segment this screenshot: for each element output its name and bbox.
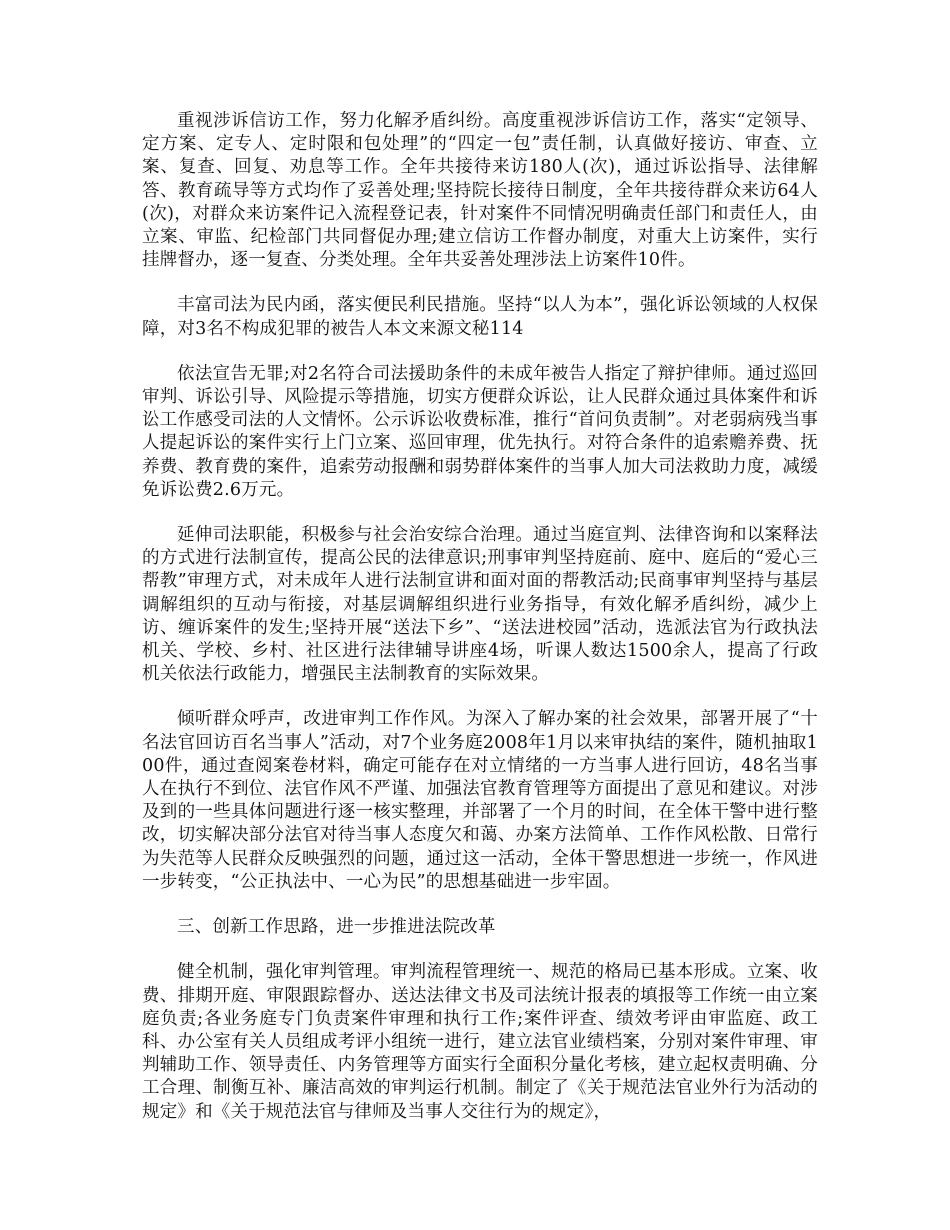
section-heading: 三、创新工作思路，进一步推进法院改革	[177, 917, 496, 938]
paragraph-trial-management: 健全机制，强化审判管理。审判流程管理统一、规范的格局已基本形成。立案、收费、排期开庭、审限跟踪督办、送达法律文书及司法统计报表的填报等工作统一由立案庭负责;各业务庭专门负责案件审理和执行工作;案件评查、绩效考评由审监庭、政工科、办公室有关人员组成考评小组统一进行，建立法官业绩档案，分别对案件审理、审判辅助工作、领导责任、内务管理等方面实行全面积分量化考核，建立起权责明确、分工合理、制衡互补、廉洁高效的审判运行机制。制定了《关于规范法官业外行为活动的规定》和《关于规范法官与律师及当事人交往行为的规定》，	[142, 962, 818, 1122]
paragraph-petition-work: 重视涉诉信访工作，努力化解矛盾纠纷。高度重视涉诉信访工作，落实“定领导、定方案、定专人、定时限和包处理”的“四定一包”责任制，认真做好接访、审查、立案、复查、回复、劝息等工作。全年共接待来访180人(次)，通过诉讼指导、法律解答、教育疏导等方式均作了妥善处理;坚持院长接待日制度，全年共接待群众来访64人(次)，对群众来访案件记入流程登记表，针对案件不同情况明确责任部门和责任人，由立案、审监、纪检部门共同督促办理;建立信访工作督办制度，对重大上访案件，实行挂牌督办，逐一复查、分类处理。全年共妥善处理涉法上访案件10件。	[142, 111, 818, 271]
paragraph-legal-aid: 依法宣告无罪;对2名符合司法援助条件的未成年被告人指定了辩护律师。通过巡回审判、诉讼引导、风险提示等措施，切实方便群众诉讼，让人民群众通过具体案件和诉讼工作感受司法的人文情怀。公示诉讼收费标准，推行“首问负责制”。对老弱病残当事人提起诉讼的案件实行上门立案、巡回审理，优先执行。对符合条件的追索赡养费、抚养费、教育费的案件，追索劳动报酬和弱势群体案件的当事人加大司法救助力度，减缓免诉讼费2.6万元。	[142, 363, 818, 500]
paragraph-justice-for-people: 丰富司法为民内函，落实便民利民措施。坚持“以人为本”，强化诉讼领域的人权保障，对3名不构成犯罪的被告人本文来源文秘114	[142, 295, 818, 339]
paragraph-work-style: 倾听群众呼声，改进审判工作作风。为深入了解办案的社会效果，部署开展了“十名法官回访百名当事人”活动，对7个业务庭2008年1月以来审执结的案件，随机抽取100件，通过查阅案卷材料，确定可能存在对立情绪的一方当事人进行回访，48名当事人在执行不到位、法官作风不严谨、加强法官教育管理等方面提出了意见和建议。对涉及到的一些具体问题进行逐一核实整理，并部署了一个月的时间，在全体干警中进行整改，切实解决部分法官对待当事人态度欠和蔼、办案方法简单、工作作风松散、日常行为失范等人民群众反映强烈的问题，通过这一活动，全体干警思想进一步统一，作风进一步转变，“公正执法中、一心为民”的思想基础进一步牢固。	[142, 709, 818, 892]
paragraph-social-governance: 延伸司法职能，积极参与社会治安综合治理。通过当庭宣判、法律咨询和以案释法的方式进行法制宣传，提高公民的法律意识;刑事审判坚持庭前、庭中、庭后的“爱心三帮教”审理方式，对未成年人进行法制宣讲和面对面的帮教活动;民商事审判坚持与基层调解组织的互动与衔接，对基层调解组织进行业务指导，有效化解矛盾纠纷，减少上访、缠诉案件的发生;坚持开展“送法下乡”、“送法进校园”活动，选派法官为行政执法机关、学校、乡村、社区进行法律辅导讲座4场，听课人数达1500余人，提高了行政机关依法行政能力，增强民主法制教育的实际效果。	[142, 525, 818, 685]
document-body	[142, 110, 818, 1146]
